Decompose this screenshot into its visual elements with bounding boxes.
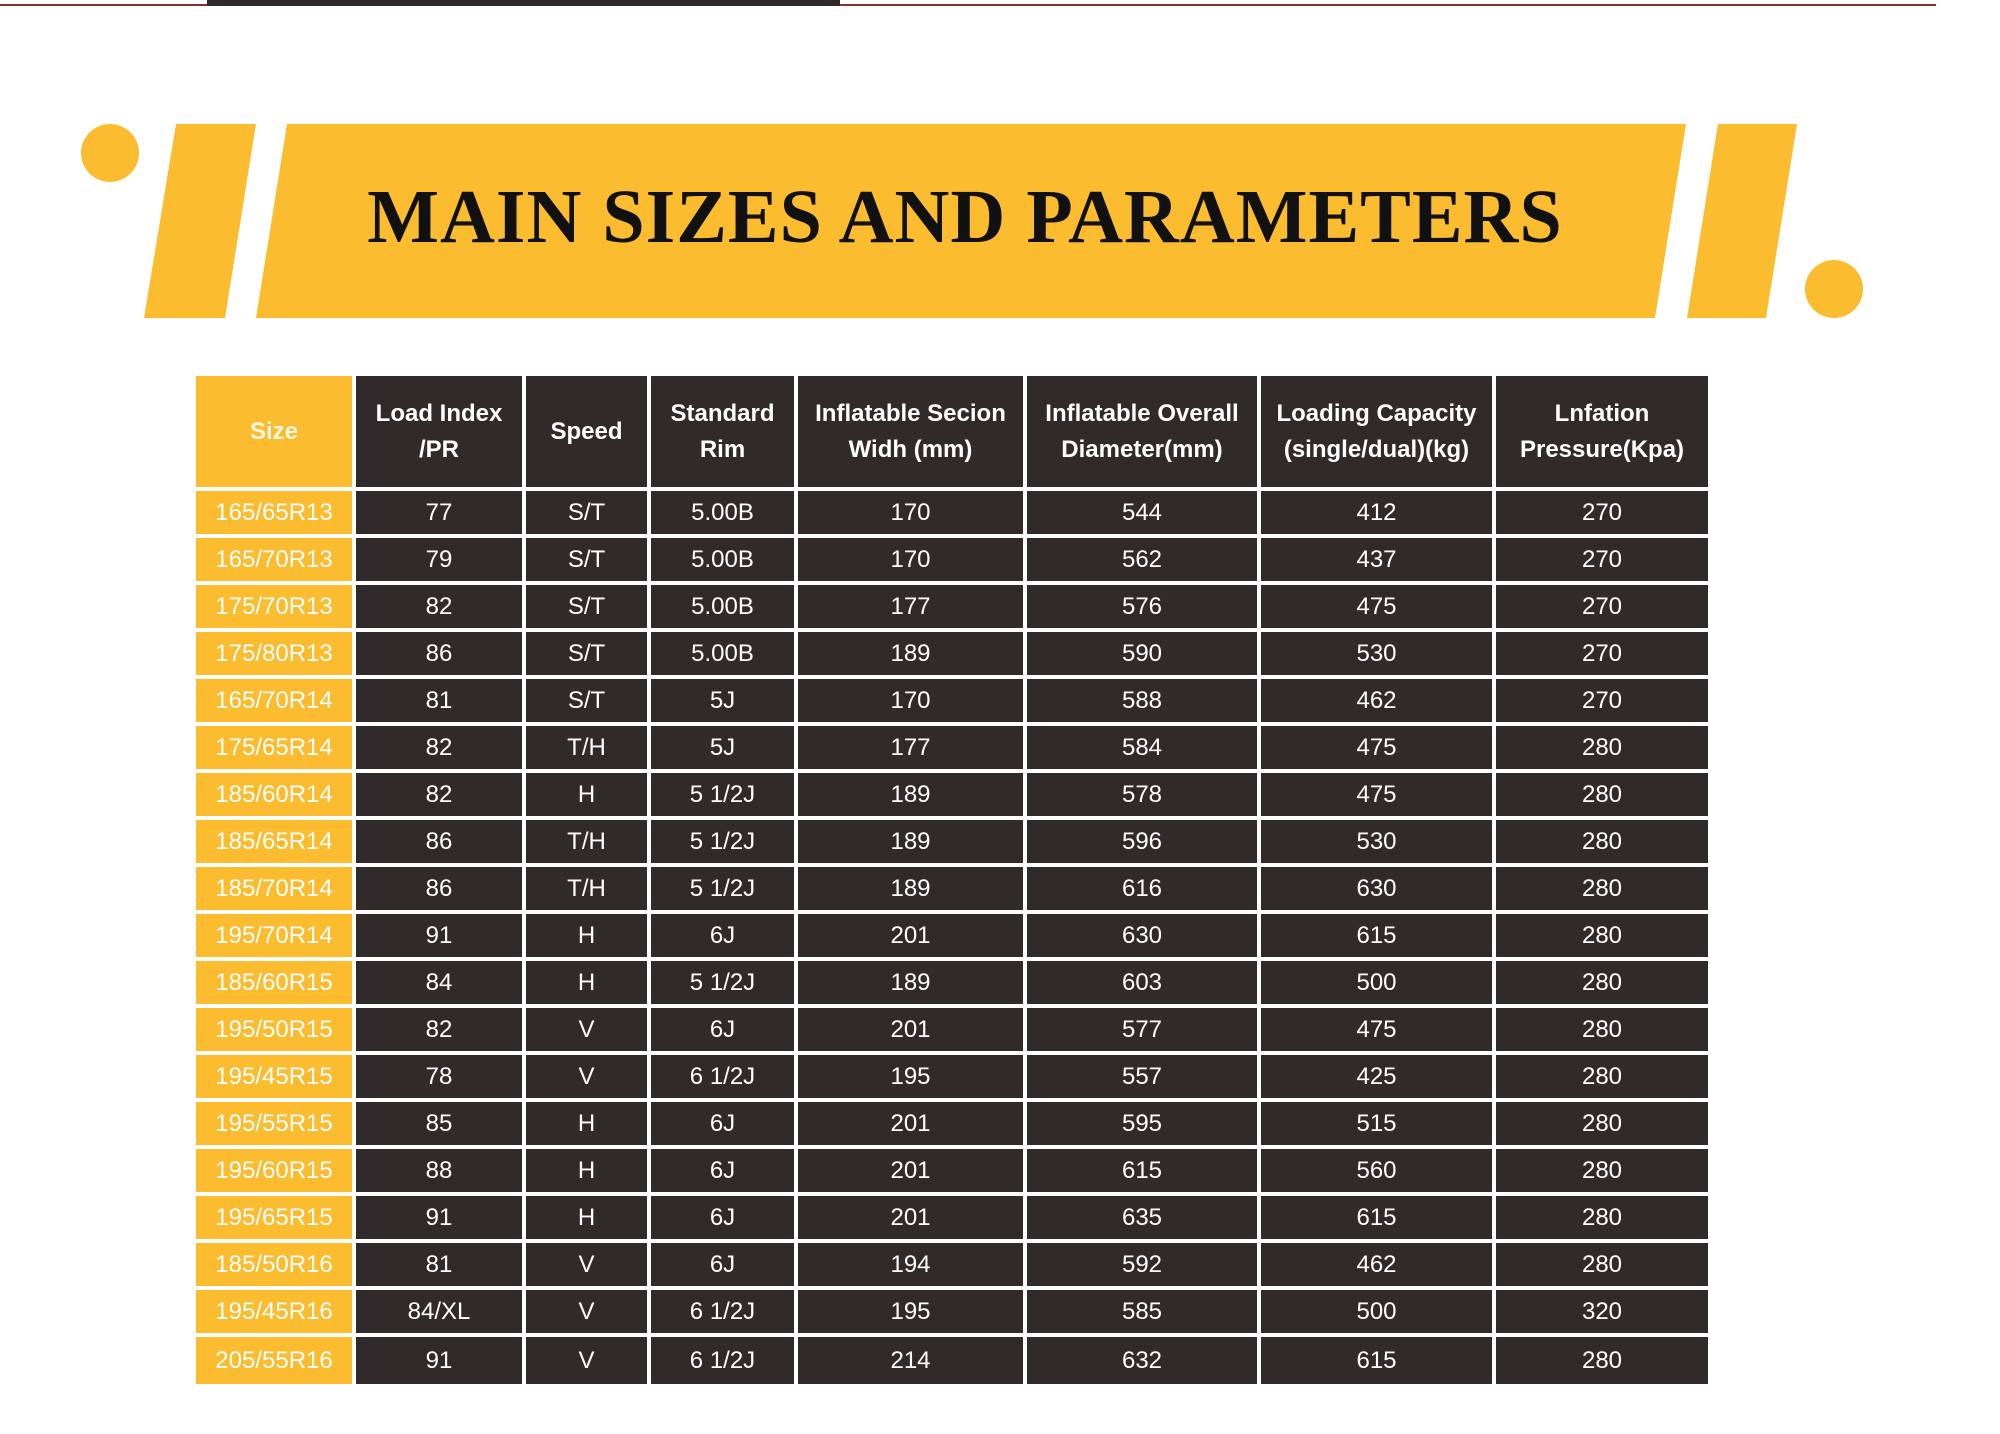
table-cell: 201	[798, 1008, 1027, 1055]
table-cell: 615	[1261, 1196, 1496, 1243]
size-cell: 165/70R14	[196, 679, 356, 726]
table-cell: 177	[798, 585, 1027, 632]
column-header-line: Diameter(mm)	[1061, 435, 1223, 463]
table-row	[196, 679, 1708, 726]
column-header-line: Pressure(Kpa)	[1519, 435, 1685, 463]
table-cell: V	[526, 1008, 651, 1055]
table-cell: 280	[1496, 1243, 1708, 1290]
table-cell: 81	[356, 1243, 526, 1290]
decor-dot-right	[1805, 260, 1863, 318]
table-cell: V	[526, 1290, 651, 1337]
table-row	[196, 1290, 1708, 1337]
table-cell: 6J	[651, 1149, 798, 1196]
table-cell: V	[526, 1055, 651, 1102]
table-cell: S/T	[526, 585, 651, 632]
table-cell: 592	[1027, 1243, 1261, 1290]
table-cell: S/T	[526, 538, 651, 585]
table-cell: 412	[1261, 491, 1496, 538]
table-cell: 189	[798, 961, 1027, 1008]
table-cell: 189	[798, 773, 1027, 820]
table-cell: 5.00B	[651, 491, 798, 538]
table-cell: 588	[1027, 679, 1261, 726]
size-cell: 185/70R14	[196, 867, 356, 914]
table-cell: 632	[1027, 1337, 1261, 1384]
table-cell: 270	[1496, 585, 1708, 632]
column-header	[526, 376, 651, 491]
size-cell: 205/55R16	[196, 1337, 356, 1384]
table-cell: 280	[1496, 820, 1708, 867]
table-cell: 201	[798, 1149, 1027, 1196]
table-cell: 84/XL	[356, 1290, 526, 1337]
table-cell: 195	[798, 1055, 1027, 1102]
table-cell: 81	[356, 679, 526, 726]
table-cell: 88	[356, 1149, 526, 1196]
table-row	[196, 726, 1708, 773]
table-cell: 280	[1496, 1337, 1708, 1384]
table-cell: 5 1/2J	[651, 820, 798, 867]
size-cell: 195/65R15	[196, 1196, 356, 1243]
column-header-line: (single/dual)(kg)	[1283, 435, 1470, 463]
page-title: MAIN SIZES AND PARAMETERS	[367, 175, 1563, 259]
column-header	[356, 376, 526, 491]
table-cell: 6J	[651, 1243, 798, 1290]
table-cell: 77	[356, 491, 526, 538]
table-cell: 590	[1027, 632, 1261, 679]
table-row	[196, 1196, 1708, 1243]
size-cell: 175/80R13	[196, 632, 356, 679]
size-cell: 195/70R14	[196, 914, 356, 961]
size-cell: 185/60R15	[196, 961, 356, 1008]
table-cell: 280	[1496, 1055, 1708, 1102]
table-cell: 616	[1027, 867, 1261, 914]
column-header-line: Rim	[699, 435, 746, 463]
table-cell: 177	[798, 726, 1027, 773]
column-header-line: Loading Capacity	[1276, 399, 1477, 427]
table-cell: 170	[798, 538, 1027, 585]
table-cell: 576	[1027, 585, 1261, 632]
table-cell: 5 1/2J	[651, 773, 798, 820]
size-cell: 165/65R13	[196, 491, 356, 538]
table-cell: 320	[1496, 1290, 1708, 1337]
table-cell: 195	[798, 1290, 1027, 1337]
table-cell: 280	[1496, 914, 1708, 961]
table-cell: 475	[1261, 773, 1496, 820]
table-cell: 270	[1496, 491, 1708, 538]
column-header	[651, 376, 798, 491]
table-cell: T/H	[526, 820, 651, 867]
column-header-line: Inflatable Secion	[815, 399, 1006, 427]
column-header	[1496, 376, 1708, 491]
table-cell: 189	[798, 820, 1027, 867]
table-cell: T/H	[526, 726, 651, 773]
table-cell: 515	[1261, 1102, 1496, 1149]
table-row	[196, 1243, 1708, 1290]
size-cell: 195/60R15	[196, 1149, 356, 1196]
table-cell: 91	[356, 1196, 526, 1243]
table-cell: 5 1/2J	[651, 961, 798, 1008]
table-cell: 82	[356, 1008, 526, 1055]
table-row	[196, 820, 1708, 867]
table-row	[196, 1008, 1708, 1055]
table-cell: 5J	[651, 726, 798, 773]
table-cell: 189	[798, 867, 1027, 914]
table-cell: 6 1/2J	[651, 1337, 798, 1384]
table-cell: 270	[1496, 632, 1708, 679]
table-cell: S/T	[526, 679, 651, 726]
table-cell: 500	[1261, 1290, 1496, 1337]
table-cell: 5J	[651, 679, 798, 726]
table-cell: 544	[1027, 491, 1261, 538]
tire-specs-table	[196, 376, 1708, 1384]
table-cell: 615	[1261, 1337, 1496, 1384]
table-row	[196, 1149, 1708, 1196]
table-cell: 475	[1261, 1008, 1496, 1055]
column-header-line: Lnfation	[1554, 399, 1650, 427]
table-cell: 595	[1027, 1102, 1261, 1149]
table-cell: H	[526, 1102, 651, 1149]
table-cell: 562	[1027, 538, 1261, 585]
size-cell: 195/45R15	[196, 1055, 356, 1102]
table-cell: 91	[356, 1337, 526, 1384]
table-row	[196, 867, 1708, 914]
table-cell: 577	[1027, 1008, 1261, 1055]
table-cell: H	[526, 961, 651, 1008]
table-cell: 170	[798, 679, 1027, 726]
table-cell: H	[526, 914, 651, 961]
table-cell: S/T	[526, 632, 651, 679]
table-cell: 280	[1496, 1196, 1708, 1243]
table-cell: 5.00B	[651, 538, 798, 585]
table-cell: 578	[1027, 773, 1261, 820]
table-cell: 425	[1261, 1055, 1496, 1102]
column-header	[196, 376, 356, 491]
table-cell: 462	[1261, 679, 1496, 726]
table-cell: 584	[1027, 726, 1261, 773]
table-cell: 280	[1496, 726, 1708, 773]
table-cell: H	[526, 1196, 651, 1243]
size-cell: 165/70R13	[196, 538, 356, 585]
table-cell: 280	[1496, 1008, 1708, 1055]
table-cell: 6J	[651, 1102, 798, 1149]
table-cell: 630	[1261, 867, 1496, 914]
table-cell: 86	[356, 820, 526, 867]
table-cell: 557	[1027, 1055, 1261, 1102]
table-cell: 270	[1496, 538, 1708, 585]
table-cell: 585	[1027, 1290, 1261, 1337]
column-header	[1261, 376, 1496, 491]
table-row	[196, 1055, 1708, 1102]
table-cell: 5.00B	[651, 632, 798, 679]
table-cell: 189	[798, 632, 1027, 679]
table-row	[196, 1337, 1708, 1384]
column-header-line: Inflatable Overall	[1045, 399, 1239, 427]
table-row	[196, 961, 1708, 1008]
size-cell: 185/65R14	[196, 820, 356, 867]
table-cell: 91	[356, 914, 526, 961]
size-cell: 185/50R16	[196, 1243, 356, 1290]
decor-stripe-right	[1687, 124, 1797, 318]
table-cell: 500	[1261, 961, 1496, 1008]
size-cell: 175/65R14	[196, 726, 356, 773]
table-cell: 6J	[651, 1008, 798, 1055]
table-cell: 201	[798, 914, 1027, 961]
table-cell: 6J	[651, 1196, 798, 1243]
size-cell: 175/70R13	[196, 585, 356, 632]
table-cell: 615	[1027, 1149, 1261, 1196]
table-row	[196, 773, 1708, 820]
table-cell: 635	[1027, 1196, 1261, 1243]
title-banner-graphic	[0, 0, 2000, 340]
table-cell: T/H	[526, 867, 651, 914]
table-cell: 82	[356, 585, 526, 632]
table-cell: 214	[798, 1337, 1027, 1384]
decor-stripe-left	[144, 124, 256, 318]
column-header-line: Standard	[670, 399, 775, 427]
table-cell: 603	[1027, 961, 1261, 1008]
table-cell: 280	[1496, 1102, 1708, 1149]
size-cell: 195/45R16	[196, 1290, 356, 1337]
table-cell: 82	[356, 726, 526, 773]
column-header-line: Size	[249, 417, 299, 445]
column-header-line: Load Index	[375, 399, 503, 427]
table-row	[196, 538, 1708, 585]
table-cell: 596	[1027, 820, 1261, 867]
table-cell: 475	[1261, 585, 1496, 632]
table-cell: 630	[1027, 914, 1261, 961]
table-cell: 79	[356, 538, 526, 585]
column-header-line: Speed	[550, 417, 623, 445]
table-cell: 280	[1496, 867, 1708, 914]
table-cell: 5 1/2J	[651, 867, 798, 914]
table-cell: S/T	[526, 491, 651, 538]
table-row	[196, 914, 1708, 961]
size-cell: 195/50R15	[196, 1008, 356, 1055]
table-cell: V	[526, 1337, 651, 1384]
table-cell: 6J	[651, 914, 798, 961]
table-cell: 530	[1261, 820, 1496, 867]
table-cell: 201	[798, 1196, 1027, 1243]
table-cell: 615	[1261, 914, 1496, 961]
table-row	[196, 585, 1708, 632]
table-row	[196, 1102, 1708, 1149]
table-row	[196, 632, 1708, 679]
column-header-line: /PR	[418, 435, 459, 463]
table-cell: 194	[798, 1243, 1027, 1290]
table-cell: 530	[1261, 632, 1496, 679]
column-header-line: Widh (mm)	[848, 435, 973, 463]
table-cell: 6 1/2J	[651, 1290, 798, 1337]
table-cell: 462	[1261, 1243, 1496, 1290]
table-cell: H	[526, 1149, 651, 1196]
table-cell: 201	[798, 1102, 1027, 1149]
table-cell: 78	[356, 1055, 526, 1102]
table-row	[196, 491, 1708, 538]
table-header-row	[196, 376, 1708, 491]
decor-dot-left	[81, 124, 139, 182]
table-cell: 280	[1496, 961, 1708, 1008]
table-cell: 5.00B	[651, 585, 798, 632]
table-cell: 280	[1496, 1149, 1708, 1196]
size-cell: 185/60R14	[196, 773, 356, 820]
table-cell: 82	[356, 773, 526, 820]
table-cell: 270	[1496, 679, 1708, 726]
table-cell: 86	[356, 632, 526, 679]
table-cell: 84	[356, 961, 526, 1008]
table-body	[196, 491, 1708, 1384]
table-cell: H	[526, 773, 651, 820]
table-cell: 6 1/2J	[651, 1055, 798, 1102]
table-cell: 170	[798, 491, 1027, 538]
table-cell: 280	[1496, 773, 1708, 820]
table-cell: 475	[1261, 726, 1496, 773]
table-cell: V	[526, 1243, 651, 1290]
table-cell: 560	[1261, 1149, 1496, 1196]
table-cell: 86	[356, 867, 526, 914]
column-header	[798, 376, 1027, 491]
table-cell: 437	[1261, 538, 1496, 585]
column-header	[1027, 376, 1261, 491]
size-cell: 195/55R15	[196, 1102, 356, 1149]
table-cell: 85	[356, 1102, 526, 1149]
